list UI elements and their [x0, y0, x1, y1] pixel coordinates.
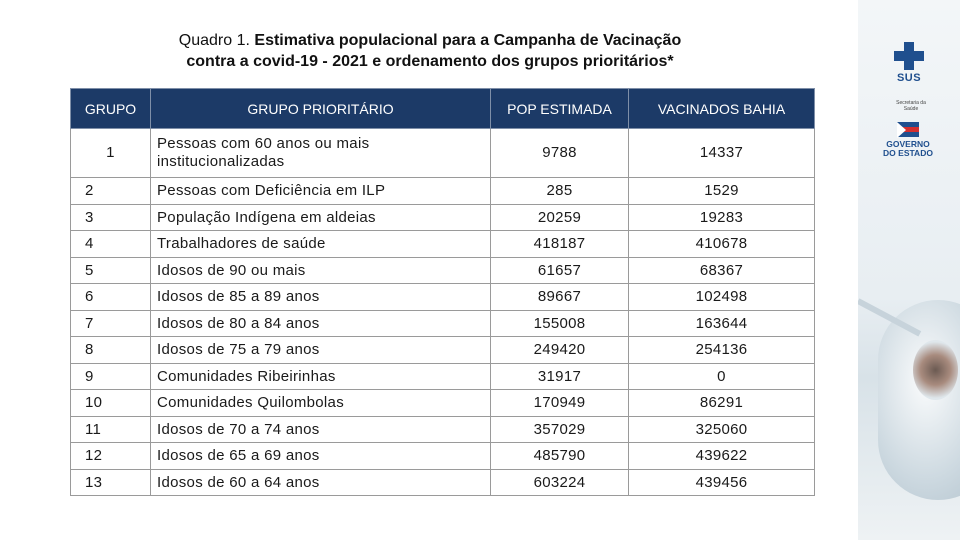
cell-vacinados: 0	[629, 363, 815, 390]
title-line-2: contra a covid-19 - 2021 e ordenamento dos grupos prioritários*	[186, 53, 674, 70]
title-prefix: Quadro 1.	[178, 32, 255, 49]
cell-prioritario: Idosos de 70 a 74 anos	[151, 416, 491, 443]
governo-bahia-logo	[876, 122, 940, 158]
table-row	[71, 416, 815, 443]
cell-pop: 9788	[491, 129, 629, 178]
cell-pop: 20259	[491, 204, 629, 231]
cell-grupo: 9	[71, 363, 151, 390]
cross-icon	[894, 42, 924, 70]
priority-groups-table	[70, 88, 815, 496]
cell-vacinados: 19283	[629, 204, 815, 231]
table-row	[71, 469, 815, 496]
cell-prioritario: Idosos de 80 a 84 anos	[151, 310, 491, 337]
cell-vacinados: 102498	[629, 284, 815, 311]
cell-prioritario: Idosos de 85 a 89 anos	[151, 284, 491, 311]
table-row	[71, 363, 815, 390]
cell-grupo: 5	[71, 257, 151, 284]
cell-prioritario: Idosos de 65 a 69 anos	[151, 443, 491, 470]
title-bold: Estimativa populacional para a Campanha de Vacinação	[254, 32, 682, 49]
header-vacinados-bahia: VACINADOS BAHIA	[629, 89, 815, 129]
cell-prioritario: Trabalhadores de saúde	[151, 231, 491, 258]
header-grupo-prioritario: GRUPO PRIORITÁRIO	[151, 89, 491, 129]
cell-grupo: 11	[71, 416, 151, 443]
cell-vacinados: 254136	[629, 337, 815, 364]
cell-pop: 89667	[491, 284, 629, 311]
table-header-row	[71, 89, 815, 129]
cell-vacinados: 410678	[629, 231, 815, 258]
governo-line-1: GOVERNO	[886, 139, 930, 149]
table-row	[71, 284, 815, 311]
cell-prioritario: Pessoas com 60 anos ou mais institucionalizadas	[151, 129, 491, 178]
cell-vacinados: 163644	[629, 310, 815, 337]
cell-vacinados: 1529	[629, 178, 815, 205]
cell-pop: 418187	[491, 231, 629, 258]
vial-stopper	[913, 340, 958, 400]
table-row	[71, 337, 815, 364]
cell-pop: 31917	[491, 363, 629, 390]
table-row	[71, 257, 815, 284]
cell-grupo: 13	[71, 469, 151, 496]
secretaria-text: Secretaria da Saúde	[896, 100, 926, 112]
title-line-1	[120, 30, 740, 51]
cell-prioritario: População Indígena em aldeias	[151, 204, 491, 231]
cell-vacinados: 14337	[629, 129, 815, 178]
header-grupo: GRUPO	[71, 89, 151, 129]
slide-title	[120, 30, 740, 72]
cell-grupo: 3	[71, 204, 151, 231]
cell-prioritario: Pessoas com Deficiência em ILP	[151, 178, 491, 205]
cell-pop: 285	[491, 178, 629, 205]
cell-grupo: 8	[71, 337, 151, 364]
table-row	[71, 443, 815, 470]
cell-vacinados: 86291	[629, 390, 815, 417]
cell-grupo: 2	[71, 178, 151, 205]
cell-pop: 61657	[491, 257, 629, 284]
cell-grupo: 10	[71, 390, 151, 417]
cell-prioritario: Comunidades Quilombolas	[151, 390, 491, 417]
table-row	[71, 129, 815, 178]
cell-prioritario: Idosos de 75 a 79 anos	[151, 337, 491, 364]
cell-grupo: 4	[71, 231, 151, 258]
cell-vacinados: 439456	[629, 469, 815, 496]
governo-line-2: DO ESTADO	[883, 148, 933, 158]
flag-icon	[897, 122, 919, 138]
cell-grupo: 12	[71, 443, 151, 470]
cell-pop: 485790	[491, 443, 629, 470]
table-row	[71, 231, 815, 258]
cell-pop: 357029	[491, 416, 629, 443]
table-row	[71, 204, 815, 231]
cell-vacinados: 439622	[629, 443, 815, 470]
cell-vacinados: 325060	[629, 416, 815, 443]
sus-logo	[892, 42, 926, 84]
cell-grupo: 7	[71, 310, 151, 337]
cell-prioritario: Idosos de 60 a 64 anos	[151, 469, 491, 496]
table-row	[71, 390, 815, 417]
table-row	[71, 310, 815, 337]
cell-prioritario: Comunidades Ribeirinhas	[151, 363, 491, 390]
cell-pop: 603224	[491, 469, 629, 496]
table-row	[71, 178, 815, 205]
cell-vacinados: 68367	[629, 257, 815, 284]
cell-pop: 170949	[491, 390, 629, 417]
header-pop-estimada: POP ESTIMADA	[491, 89, 629, 129]
sus-logo-text: SUS	[896, 72, 922, 84]
cell-pop: 249420	[491, 337, 629, 364]
cell-pop: 155008	[491, 310, 629, 337]
cell-grupo: 6	[71, 284, 151, 311]
cell-grupo: 1	[71, 129, 151, 178]
cell-prioritario: Idosos de 90 ou mais	[151, 257, 491, 284]
